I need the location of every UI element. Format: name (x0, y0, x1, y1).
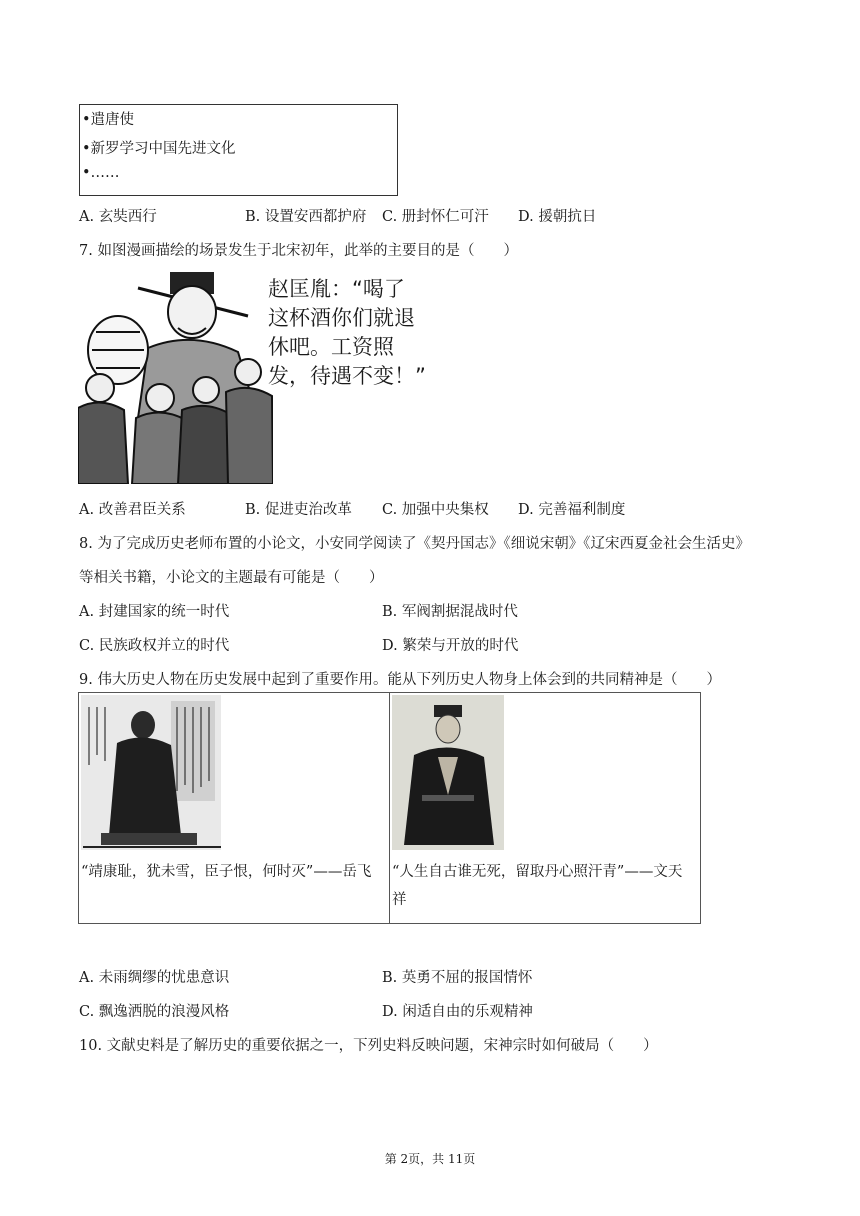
q6-info-box (79, 104, 398, 196)
q7-cartoon (78, 268, 458, 484)
q7-option-a[interactable]: A. 改善君臣关系 (79, 502, 186, 518)
q6-option-d[interactable]: D. 援朝抗日 (518, 209, 597, 225)
q7-stem: 7. 如图漫画描绘的场景发生于北宋初年，此举的主要目的是（ ） (79, 243, 518, 259)
q9-option-c[interactable]: C. 飘逸洒脱的浪漫风格 (79, 1004, 230, 1020)
q9-figure-table (78, 692, 701, 924)
q7-option-b[interactable]: B. 促进吏治改革 (245, 502, 352, 518)
q9-option-d[interactable]: D. 闲适自由的乐观精神 (382, 1004, 533, 1020)
wen-tianxiang-cell (390, 693, 701, 924)
q9-option-a[interactable]: A. 未雨绸缪的忧患意识 (79, 970, 230, 986)
yue-fei-caption: “靖康耻，犹未雪，臣子恨，何时灭”——岳飞 (81, 864, 372, 880)
wen-tianxiang-portrait (392, 695, 504, 850)
q8-stem-line-2: 等相关书籍，小论文的主题最有可能是（ ） (79, 570, 384, 586)
cartoon-speech-line-2: 这杯酒你们就退 (268, 306, 415, 330)
cartoon-speech-line-3: 休吧。工资照 (268, 335, 394, 359)
q6-box-line-3: •…… (82, 165, 120, 181)
q9-stem: 9. 伟大历史人物在历史发展中起到了重要作用。能从下列历史人物身上体会到的共同精神是（ ） (79, 672, 721, 688)
q6-box-line-1: •遣唐使 (82, 112, 135, 128)
q8-option-d[interactable]: D. 繁荣与开放的时代 (382, 638, 519, 654)
q9-option-b[interactable]: B. 英勇不屈的报国情怀 (382, 970, 533, 986)
q10-stem: 10. 文献史料是了解历史的重要依据之一，下列史料反映问题，宋神宗时如何破局（ ） (79, 1038, 658, 1054)
q6-box-line-2: •新罗学习中国先进文化 (82, 141, 236, 157)
q8-stem-line-1: 8. 为了完成历史老师布置的小论文，小安同学阅读了《契丹国志》《细说宋朝》《辽宋西夏金社会生活史》 (79, 536, 750, 552)
q8-option-a[interactable]: A. 封建国家的统一时代 (79, 604, 230, 620)
q7-option-c[interactable]: C. 加强中央集权 (382, 502, 489, 518)
yue-fei-statue-photo (81, 695, 221, 850)
q8-option-c[interactable]: C. 民族政权并立的时代 (79, 638, 230, 654)
q8-option-b[interactable]: B. 军阀割据混战时代 (382, 604, 518, 620)
cartoon-speech-line-4: 发，待遇不变！” (268, 364, 426, 388)
cartoon-speech-line-1: 赵匡胤：“喝了 (268, 277, 405, 301)
banquet-cartoon-illustration (78, 268, 273, 484)
yue-fei-cell (79, 693, 390, 924)
q7-option-d[interactable]: D. 完善福利制度 (518, 502, 626, 518)
q6-option-b[interactable]: B. 设置安西都护府 (245, 209, 367, 225)
page-number: 第 2页，共 11页 (384, 1152, 476, 1166)
q6-option-a[interactable]: A. 玄奘西行 (79, 209, 157, 225)
q6-option-c[interactable]: C. 册封怀仁可汗 (382, 209, 489, 225)
wen-tianxiang-caption: “人生自古谁无死，留取丹心照汗青”——文天祥 (392, 864, 683, 908)
